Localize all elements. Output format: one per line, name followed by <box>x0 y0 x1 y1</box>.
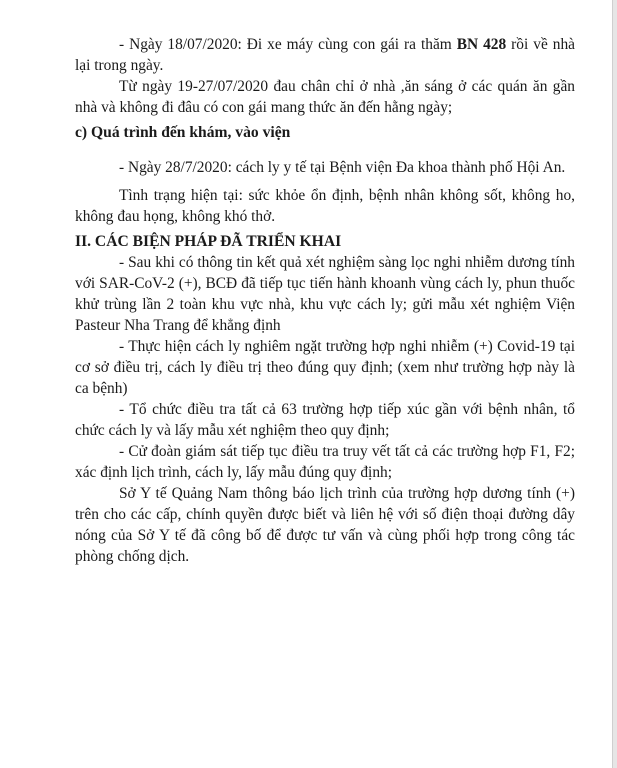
paragraph-text: - Ngày 18/07/2020: Đi xe máy cùng con gái ra thăm <box>119 36 457 53</box>
paragraph-measures-2: - Thực hiện cách ly nghiêm ngặt trường hợp nghi nhiễm (+) Covid-19 tại cơ sở điều trị, cách ly điều trị theo đúng quy định; (xem như trường hợp này là ca bệnh) <box>75 338 575 397</box>
paragraph-announcement: Sở Y tế Quảng Nam thông báo lịch trình của trường hợp dương tính (+) trên cho các cấp, chính quyền được biết và liên hệ với số điện thoại đường dây nóng của Sở Y tế đã công bố để được tư vấn và cùng phối hợp trong công tác phòng chống dịch. <box>75 485 575 565</box>
heading-section-ii: II. CÁC BIỆN PHÁP ĐÃ TRIỂN KHAI <box>75 233 342 250</box>
paragraph-stay-home: Từ ngày 19-27/07/2020 đau chân chỉ ở nhà ,ăn sáng ở các quán ăn gần nhà và không đi đâu có con gái mang thức ăn đến hằng ngày; <box>75 78 575 116</box>
paragraph-isolation-date: - Ngày 28/7/2020: cách ly y tế tại Bệnh viện Đa khoa thành phố Hội An. <box>119 159 566 176</box>
paragraph-current-status: Tình trạng hiện tại: sức khỏe ổn định, bệnh nhân không sốt, không ho, không đau họng, không khó thở. <box>75 187 575 225</box>
heading-section-c: c) Quá trình đến khám, vào viện <box>75 124 291 141</box>
document-body <box>75 34 575 567</box>
paragraph-text: rồi về nhà lại trong ngày. <box>75 36 575 74</box>
page-edge-border <box>612 0 617 768</box>
paragraph-visit-bn428 <box>75 34 575 76</box>
patient-id-bold: BN 428 <box>456 36 507 53</box>
paragraph-measures-3: - Tổ chức điều tra tất cả 63 trường hợp tiếp xúc gần với bệnh nhân, tổ chức cách ly và lấy mẫu xét nghiệm theo quy định; <box>75 401 575 439</box>
paragraph-measures-1: - Sau khi có thông tin kết quả xét nghiệm sàng lọc nghi nhiễm dương tính với SAR-CoV-2 (+), BCĐ đã tiếp tục tiến hành khoanh vùng cách ly, phun thuốc khử trùng lần 2 toàn khu vực nhà, khu vực cách ly; gửi mẫu xét nghiệm Viện Pasteur Nha Trang để khẳng định <box>75 254 575 334</box>
paragraph-measures-4: - Cử đoàn giám sát tiếp tục điều tra truy vết tất cả các trường hợp F1, F2; xác định lịch trình, cách ly, lấy mẫu đúng quy định; <box>75 443 575 481</box>
